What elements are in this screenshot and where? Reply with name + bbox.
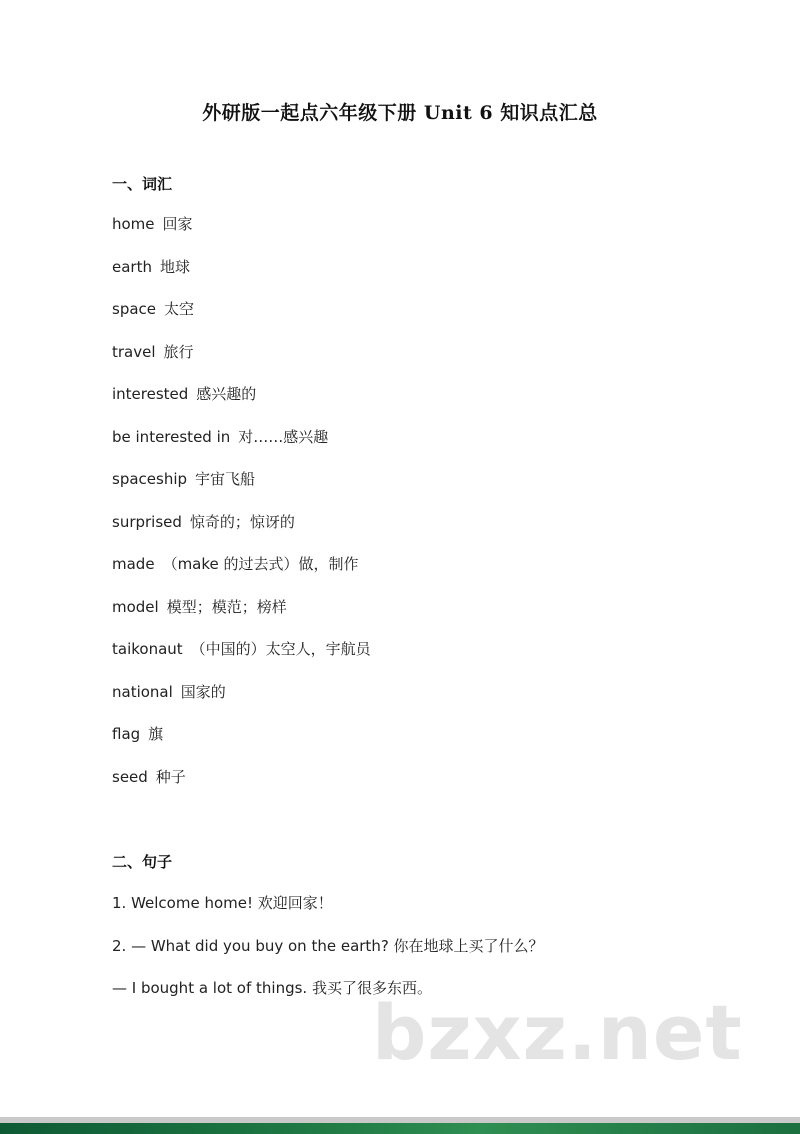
vocab-chinese: 太空 [164,300,195,318]
vocab-chinese: 感兴趣的 [196,385,257,403]
vocab-english: made [112,555,155,573]
vocab-item-seed [112,764,371,807]
sentences-heading: 二、句子 [112,853,173,871]
vocab-chinese: 国家的 [180,682,226,701]
vocab-item-taikonaut [112,636,371,679]
vocab-chinese: 对……感兴趣 [238,427,329,446]
vocab-item-interested [112,381,371,424]
vocab-chinese: （make 的过去式）做，制作 [162,555,359,573]
site-watermark: bzxz.net [372,988,743,1077]
vocab-item-be-interested-in [112,424,371,467]
vocab-item-model [112,594,371,637]
sentence-item: — I bought a lot of things. 我买了很多东西。 [112,979,432,997]
vocab-chinese: （中国的）太空人，宇航员 [190,640,371,658]
vocab-chinese: 旅行 [163,342,194,361]
vocab-item-home [112,211,371,254]
vocab-item-spaceship [112,466,371,509]
vocab-chinese: 种子 [155,767,186,786]
vocab-english: surprised [112,512,182,531]
vocab-english: be interested in [112,427,231,446]
sentence-item: 1. Welcome home! 欢迎回家！ [112,894,333,912]
vocab-item-national [112,679,371,722]
vocab-english: taikonaut [112,640,183,658]
vocab-item-flag [112,721,371,764]
vocab-english: national [112,682,173,701]
vocab-english: spaceship [112,470,188,488]
vocab-chinese: 旗 [148,725,164,743]
vocab-chinese: 惊奇的；惊讶的 [189,512,295,531]
vocab-chinese: 地球 [159,257,190,276]
vocab-item-space [112,296,371,339]
vocab-item-made [112,551,371,594]
vocab-chinese: 模型；模范；榜样 [166,597,287,616]
sentence-list [112,890,544,1018]
vocab-english: travel [112,342,156,361]
vocab-english: interested [112,385,189,403]
vocab-chinese: 回家 [162,215,193,233]
vocab-item-surprised [112,509,371,552]
vocabulary-list [112,211,371,806]
document-title: 外研版一起点六年级下册 Unit 6 知识点汇总 [202,102,598,124]
vocab-english: earth [112,257,152,276]
vocab-item-earth [112,254,371,297]
vocab-english: flag [112,725,141,743]
bottom-banner-strip [0,1123,800,1134]
vocab-item-travel [112,339,371,382]
vocab-english: space [112,300,157,318]
vocab-english: model [112,597,159,616]
sentence-item: 2. — What did you buy on the earth? 你在地球上买了什么？ [112,936,544,955]
vocab-chinese: 宇宙飞船 [195,470,256,488]
vocabulary-heading: 一、词汇 [112,175,173,193]
vocab-english: home [112,215,155,233]
vocab-english: seed [112,767,148,786]
